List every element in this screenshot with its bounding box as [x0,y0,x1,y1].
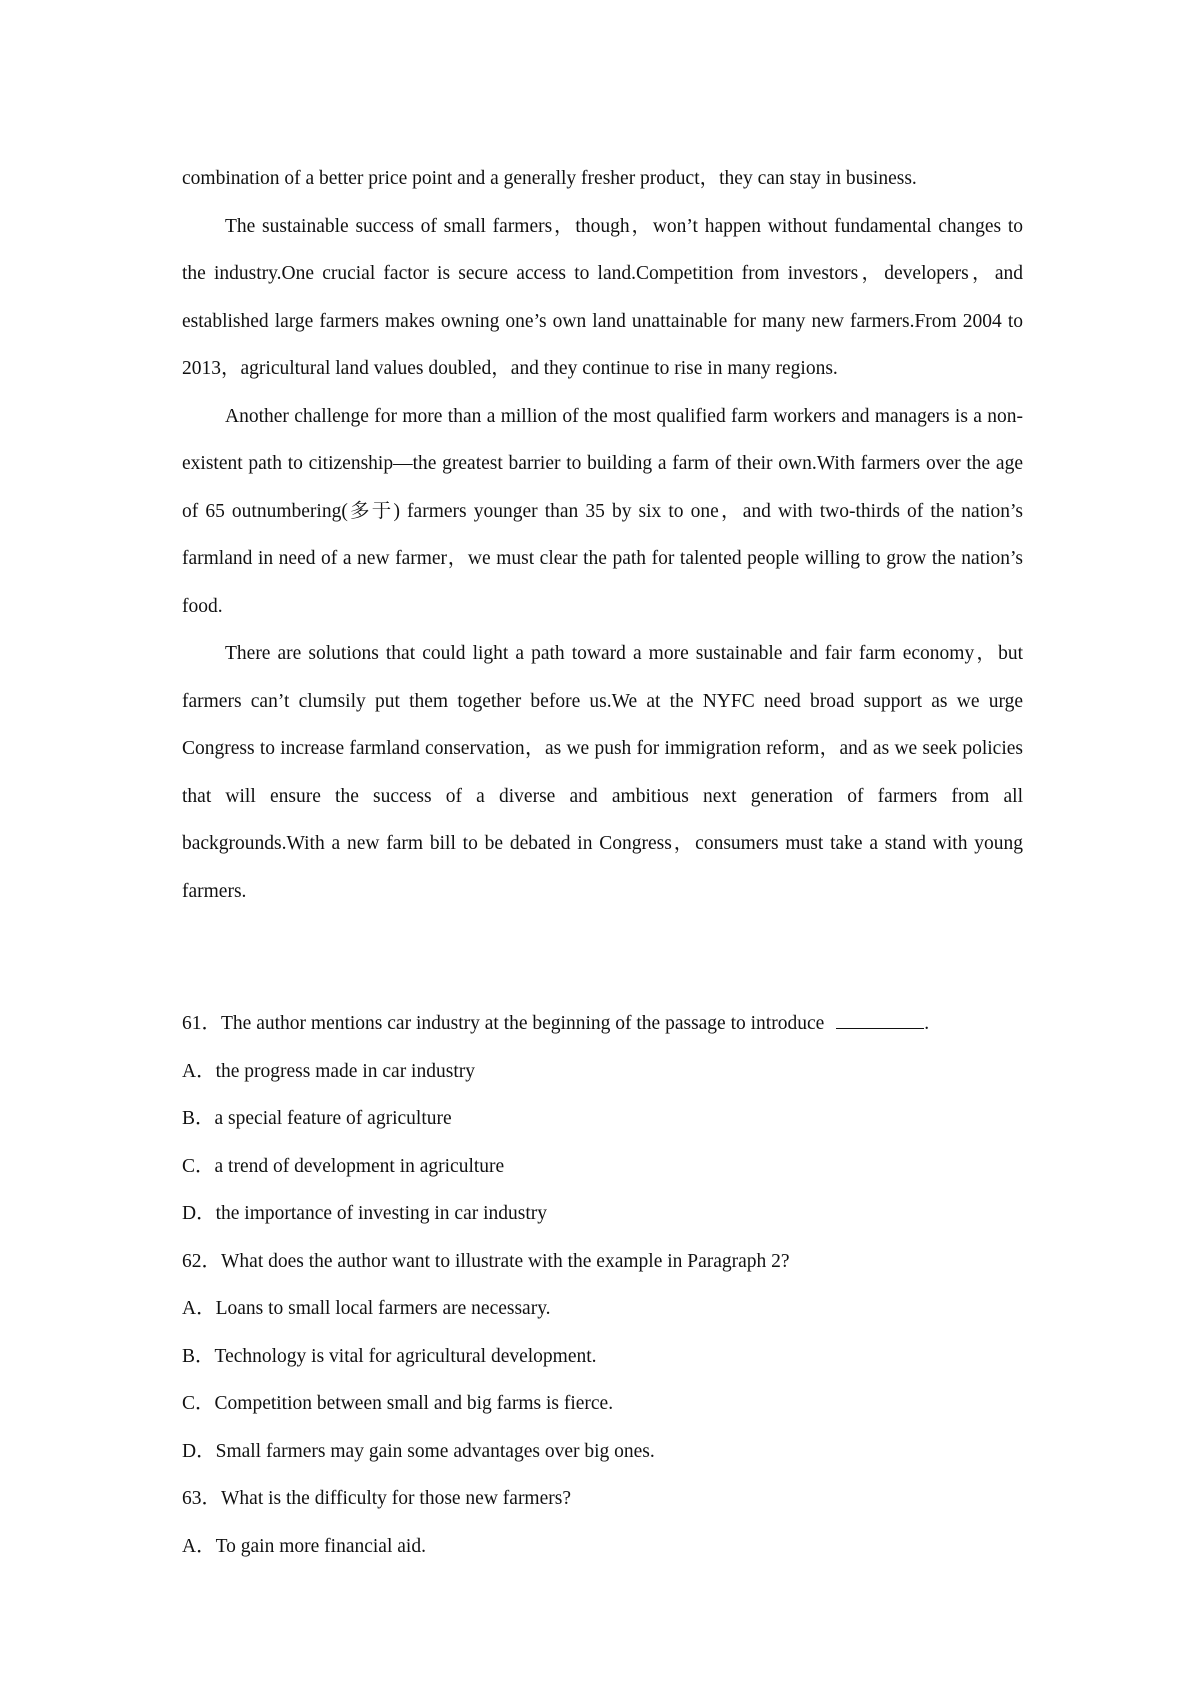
option-text: a special feature of agriculture [214,1108,452,1129]
option-letter: C． [182,1155,215,1177]
question-62-option-a [182,1285,1023,1333]
option-text: To gain more financial aid. [215,1535,426,1557]
question-61-stem [182,1000,1023,1048]
question-61-option-d [182,1190,1023,1238]
option-text: Competition between small and big farms is fierce. [214,1393,614,1414]
question-list [182,1000,1023,1570]
passage-paragraph-4: There are solutions that could light a path toward a more sustainable and fair farm economy，but farmers can’t clumsily put them together before us.We at the NYFC need broad support as we urge Congress to increase farmland conservation，as we push for immigration reform，and as we seek policies that will ensure the success of a diverse and ambitious next generation of farmers from all backgrounds.With a new farm bill to be debated in Congress，consumers must take a stand with young farmers. [182,643,1023,902]
question-suffix: . [924,1013,930,1034]
passage-paragraph-2: The sustainable success of small farmers，though，won’t happen without fundamental changes to the industry.One crucial factor is secure access to land.Competition from investors，developers，and established large farmers makes owning one’s own land unattainable for many new farmers.From 2004 to 2013，agricultural land values doubled，and they continue to rise in many regions. [182,215,1023,379]
option-letter: A． [182,1060,216,1082]
question-63-option-a [182,1523,1023,1571]
answer-blank [836,1010,924,1029]
question-text: What does the author want to illustrate with the example in Paragraph 2? [221,1250,790,1272]
option-letter: B． [182,1345,215,1367]
question-63-stem [182,1475,1023,1523]
option-text: Small farmers may gain some advantages over big ones. [215,1440,655,1462]
option-letter: C． [182,1393,215,1414]
option-letter: D． [182,1203,216,1224]
passage-paragraph-3: Another challenge for more than a million of the most qualified farm workers and managers is a non-existent path to citizenship—the greatest barrier to building a farm of their own.With farmers over the age of 65 outnumbering(多于) farmers younger than 35 by six to one，and with two-thirds of the nation’s farmland in need of a new farmer，we must clear the path for talented people willing to grow the nation’s food. [182,405,1023,617]
question-61-option-a [182,1048,1023,1096]
question-62-option-c [182,1380,1023,1428]
question-text: What is the difficulty for those new farmers? [221,1488,571,1509]
question-number: 62． [182,1250,222,1272]
question-text: The author mentions car industry at the beginning of the passage to introduce [221,1013,825,1034]
question-62-stem [182,1238,1023,1286]
option-text: the progress made in car industry [215,1060,475,1082]
question-61-option-c [182,1143,1023,1191]
question-61-option-b [182,1095,1023,1143]
option-letter: B． [182,1108,215,1129]
option-letter: A． [182,1535,216,1557]
option-text: the importance of investing in car industry [215,1203,548,1224]
option-text: a trend of development in agriculture [214,1155,505,1177]
question-62-option-b [182,1333,1023,1381]
question-number: 61． [182,1013,222,1034]
question-number: 63． [182,1488,222,1509]
passage-paragraph-continuation: combination of a better price point and a generally fresher product，they can stay in business. [182,168,917,189]
option-letter: D． [182,1440,216,1462]
reading-passage [182,155,1023,915]
question-62-option-d [182,1428,1023,1476]
option-text: Technology is vital for agricultural development. [214,1345,597,1367]
option-letter: A． [182,1298,216,1319]
option-text: Loans to small local farmers are necessary. [215,1298,551,1319]
